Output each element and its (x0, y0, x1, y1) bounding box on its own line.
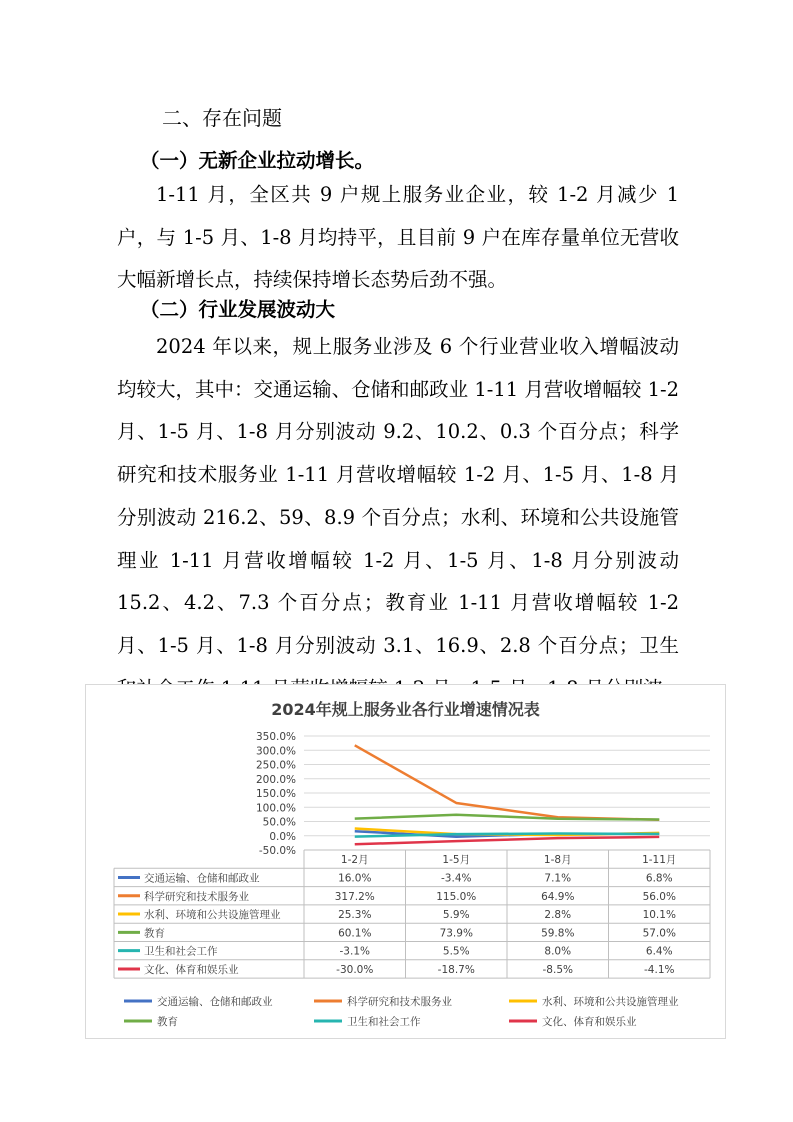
data-label: 6.8% (645, 872, 673, 885)
data-label: 5.9% (442, 909, 470, 922)
x-category-label: 1-11月 (642, 854, 677, 866)
legend-label: 水利、环境和公共设施管理业 (542, 996, 679, 1008)
legend-label: 文化、体育和娱乐业 (542, 1016, 637, 1028)
series-line (355, 837, 660, 844)
legend-label: 教育 (157, 1016, 178, 1028)
subheading-no-new-enterprise: （一）无新企业拉动增长。 (140, 149, 375, 172)
y-tick-label: -50.0% (258, 845, 296, 857)
y-tick-label: 250.0% (255, 759, 296, 772)
data-label: 6.4% (645, 945, 673, 958)
legend-label: 交通运输、仓储和邮政业 (157, 996, 273, 1008)
data-label: 57.0% (642, 927, 676, 940)
paragraph-enterprise-count: 1-11 月，全区共 9 户规上服务业企业，较 1-2 月减少 1 户，与 1-5 月、1-8 月均持平，且目前 9 户在库存量单位无营收大幅新增长点，持续保持增长态势后劲不强。 (117, 183, 679, 292)
data-label: 56.0% (642, 890, 676, 903)
x-category-label: 1-5月 (442, 854, 471, 866)
legend-label: 卫生和社会工作 (347, 1016, 421, 1028)
y-tick-label: 0.0% (269, 830, 296, 843)
table-series-name: 科学研究和技术服务业 (144, 890, 249, 903)
table-series-name: 卫生和社会工作 (144, 945, 218, 958)
paragraph-industry-volatility: 2024 年以来，规上服务业涉及 6 个行业营业收入增幅波动均较大，其中：交通运输、仓储和邮政业 1-11 月营收增幅较 1-2 月、1-5 月、1-8 月分别波动 9.2、10.2、0.3 个百分点；科学研究和技术服务业 1-11 月营收增幅较 1-2 月、1-5 月、1-8 月分别波动 216.2、59、8.9 个百分点；水利、环境和公共设施管理业 1-11 月营收增幅较 1-2 月、1-5 月、1-8 月分别波动 15.2、4.2、7.3 个百分点；教育业 1-11 月营收增幅较 1-2 月、1-5 月、1-8 月分别波动 3.1、16.9、2.8 个百分点；卫生 (117, 335, 679, 657)
chart-title: 2024年规上服务业各行业增速情况表 (271, 700, 540, 719)
data-label: 115.0% (436, 890, 477, 903)
data-label: -18.7% (437, 963, 475, 976)
data-label: -3.1% (339, 945, 370, 958)
y-tick-label: 300.0% (255, 745, 296, 758)
data-label: -30.0% (336, 963, 374, 976)
chart-svg (86, 685, 725, 1038)
data-label: 60.1% (338, 927, 372, 940)
table-series-name: 交通运输、仓储和邮政业 (144, 872, 260, 885)
data-label: 5.5% (442, 945, 470, 958)
data-label: 59.8% (541, 927, 575, 940)
data-label: 73.9% (439, 927, 473, 940)
series-line (355, 745, 660, 819)
data-label: 317.2% (334, 890, 375, 903)
data-label: 8.0% (544, 945, 572, 958)
data-label: 7.1% (544, 872, 572, 885)
legend-label: 科学研究和技术服务业 (347, 996, 452, 1008)
table-series-name: 文化、体育和娱乐业 (144, 963, 239, 976)
y-tick-label: 150.0% (255, 788, 296, 800)
data-label: 16.0% (338, 872, 372, 885)
y-tick-label: 350.0% (255, 731, 296, 743)
data-label: -4.1% (644, 963, 675, 976)
table-series-name: 教育 (144, 927, 165, 940)
data-label: 2.8% (544, 909, 572, 922)
growth-chart (85, 684, 726, 1039)
data-label: -8.5% (542, 963, 573, 976)
x-category-label: 1-2月 (340, 854, 369, 866)
x-category-label: 1-8月 (543, 854, 572, 866)
series-line (355, 815, 660, 820)
data-label: 25.3% (338, 909, 372, 922)
data-label: 10.1% (642, 909, 676, 922)
subheading-volatility: （二）行业发展波动大 (140, 298, 336, 321)
y-tick-label: 200.0% (255, 773, 296, 786)
section-heading: 二、存在问题 (162, 106, 282, 130)
table-series-name: 水利、环境和公共设施管理业 (144, 909, 281, 922)
y-tick-label: 100.0% (255, 802, 296, 815)
data-label: -3.4% (441, 872, 472, 885)
y-tick-label: 50.0% (262, 816, 296, 829)
data-label: 64.9% (541, 890, 575, 903)
